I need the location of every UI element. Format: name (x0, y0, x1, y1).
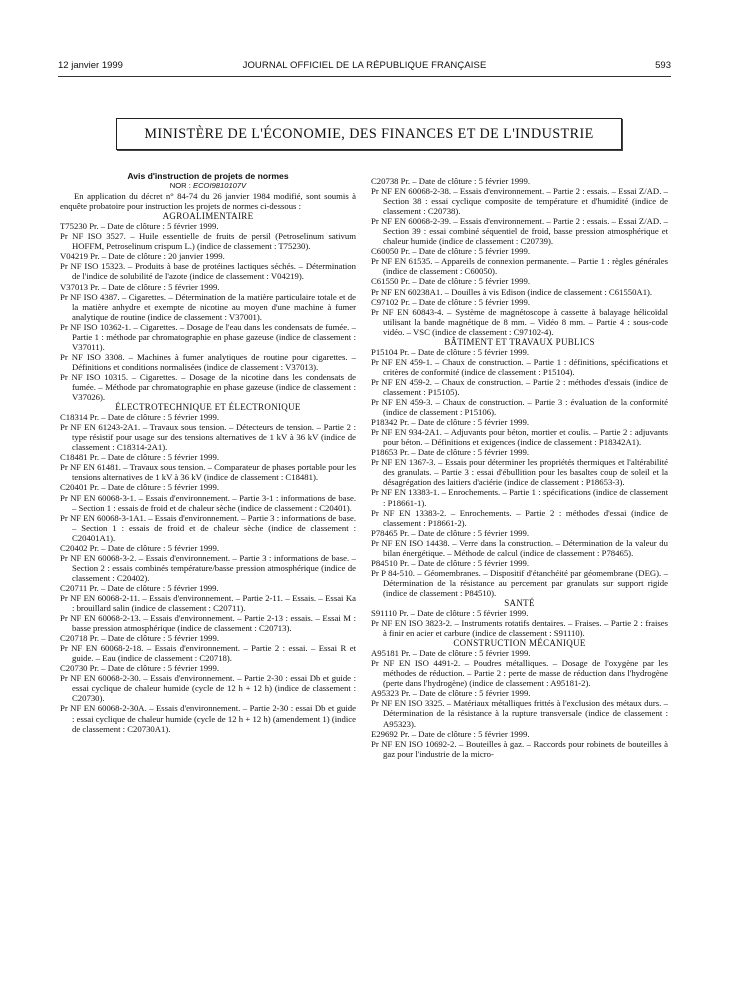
closing-date-line: P84510 Pr. – Date de clôture : 5 février 1999. (371, 557, 530, 568)
standard-entry: Pr NF EN ISO 10692-2. – Bouteilles à gaz. – Raccords pour robinets de bouteilles à gaz pour l'industrie de la micro- (371, 738, 668, 759)
closing-date-line: S91110 Pr. – Date de clôture : 5 février 1999. (371, 608, 529, 619)
closing-date-line: C18314 Pr. – Date de clôture : 5 février 1999. (60, 412, 219, 423)
standard-entry: Pr P 84-510. – Géomembranes. – Dispositif d'étanchéité par géomembrane (DEG). – Détermination de la résistance au percement par granulats sur support rigide (indice de classement : P84510). (371, 567, 668, 598)
section-heading: SANTÉ (504, 597, 535, 608)
section-heading: CONSTRUCTION MÉCANIQUE (453, 638, 586, 649)
standard-entry: Pr NF EN 60238A1. – Douilles à vis Edison (indice de classement : C61550A1). (371, 286, 653, 297)
closing-date-line: C20711 Pr. – Date de clôture : 5 février 1999. (60, 582, 219, 593)
column-right (371, 176, 668, 759)
standard-entry: Pr NF EN 60068-2-11. – Essais d'environnement. – Partie 2-11. – Essais. – Essai Ka : brouillard salin (indice de classement : C20711). (60, 592, 356, 614)
standard-entry: Pr NF EN 459-3. – Chaux de construction. – Partie 3 : évaluation de la conformité (indice de classement : P15106). (371, 397, 668, 418)
standard-entry: Pr NF EN 61481. – Travaux sous tension. – Comparateur de phases portable pour les tensions alternatives de 1 kV à 36 kV (indice de classement : C18481). (60, 462, 356, 483)
closing-date-line: C20718 Pr. – Date de clôture : 5 février 1999. (60, 633, 219, 644)
closing-date-line: C20730 Pr. – Date de clôture : 5 février 1999. (60, 663, 219, 674)
standard-entry: Pr NF EN 60068-2-13. – Essais d'environnement. – Partie 2-13 : essais. – Essai M : basse pression atmosphérique (indice de classement : C20713). (60, 613, 356, 634)
standard-entry: Pr NF EN 60068-2-18. – Essais d'environnement. – Partie 2 : essai. – Essai R et guide. – Eau (indice de classement : C20718). (60, 643, 356, 664)
standard-entry: Pr NF EN 61243-2A1. – Travaux sous tension. – Détecteurs de tension. – Partie 2 : type résistif pour usage sur des tensions alternatives de 1 kV à 36 kV (indice de classement : C18314-2A1). (60, 422, 356, 453)
section-heading: ÉLECTROTECHNIQUE ET ÉLECTRONIQUE (115, 402, 301, 413)
standard-entry: Pr NF ISO 15323. – Produits à base de protéines lactiques séchés. – Détermination de l'indice de solubilité de l'azote (indice de classement : V04219). (60, 261, 356, 282)
section-heading: AGROALIMENTAIRE (162, 211, 254, 222)
closing-date-line: C20402 Pr. – Date de clôture : 5 février 1999. (60, 542, 219, 553)
standard-entry: Pr NF EN 60068-2-30A. – Essais d'environnement. – Partie 2-30 : essai Db et guide : essai cyclique de chaleur humide (cycle de 12 h + 12 h) (amendement 1) (indice de classement : C20730A1). (60, 703, 356, 734)
closing-date-line: A95181 Pr. – Date de clôture : 5 février 1999. (371, 648, 531, 659)
header-date: 12 janvier 1999 (58, 60, 123, 71)
standard-entry: Pr NF EN ISO 3325. – Matériaux métalliques frittés à l'exclusion des métaux durs. – Détermination de la résistance à la rupture transversale (indice de classement : A95323). (371, 698, 668, 729)
section-heading: BÂTIMENT ET TRAVAUX PUBLICS (444, 336, 595, 347)
standard-entry: Pr NF EN 60068-2-38. – Essais d'environnement. – Partie 2 : essais. – Essai Z/AD. – Section 38 : essai cyclique composite de température et d'humidité (indice de classement : C20738). (371, 186, 668, 217)
header-rule (58, 76, 671, 77)
standard-entry: Pr NF EN ISO 4491-2. – Poudres métalliques. – Dosage de l'oxygène par les méthodes de réduction. – Partie 2 : perte de masse de réduction dans l'hydrogène (perte dans l'hydrogène) (indice de classement : A95181-2). (371, 658, 668, 689)
ministry-banner: MINISTÈRE DE L'ÉCONOMIE, DES FINANCES ET DE L'INDUSTRIE (116, 118, 622, 150)
standard-entry: Pr NF EN 934-2A1. – Adjuvants pour béton, mortier et coulis. – Partie 2 : adjuvants pour béton. – Définitions et exigences (indice de classement : P18342A1). (371, 427, 668, 448)
closing-date-line: C97102 Pr. – Date de clôture : 5 février 1999. (371, 296, 530, 307)
standard-entry: Pr NF ISO 10362-1. – Cigarettes. – Dosage de l'eau dans les condensats de fumée. – Partie 1 : méthode par chromatographie en phase gazeuse (indice de classement : V37011). (60, 321, 356, 352)
nor-code: ECOI9810107V (193, 181, 247, 191)
closing-date-line: P18653 Pr. – Date de clôture : 5 février 1999. (371, 447, 530, 458)
header-journal-title: JOURNAL OFFICIEL DE LA RÉPUBLIQUE FRANÇAISE (242, 60, 487, 71)
standard-entry: Pr NF EN ISO 3823-2. – Instruments rotatifs dentaires. – Fraises. – Partie 2 : fraises à finir en acier et carbure (indice de classement : S91110). (371, 618, 668, 639)
standard-entry: Pr NF EN 60068-3-2. – Essais d'environnement. – Partie 3 : informations de base. – Section 2 : essais combinés température/basse pression atmosphérique (indice de classement : C20402). (60, 552, 356, 583)
standard-entry: Pr NF ISO 3527. – Huile essentielle de fruits de persil (Petroselinum sativum HOFFM, Petroselinum crispum L.) (indice de classement : T75230). (60, 231, 356, 252)
standard-entry: Pr NF EN 60068-3-1A1. – Essais d'environnement. – Partie 3 : informations de base. – Section 1 : essais de froid et de chaleur sèche (indice de classement : C20401A1). (60, 512, 356, 543)
entry-list-right (371, 176, 668, 759)
standard-entry: Pr NF EN 459-2. – Chaux de construction. – Partie 2 : méthodes d'essais (indice de classement : P15105). (371, 376, 668, 397)
standard-entry: Pr NF EN 13383-2. – Enrochements. – Partie 2 : méthodes d'essai (indice de classement : P18661-2). (371, 507, 668, 528)
standard-entry: Pr NF EN 60843-4. – Système de magnétoscope à cassette à balayage hélicoïdal utilisant la bande magnétique de 8 mm. – Vidéo 8 mm. – Partie 4 : sous-code vidéo. – VSC (indice de classement : C97102-4). (371, 306, 668, 337)
closing-date-line: C60050 Pr. – Date de clôture : 5 février 1999. (371, 246, 530, 257)
standard-entry: Pr NF EN 60068-2-30. – Essais d'environnement. – Partie 2-30 : essai Db et guide : essai cyclique de chaleur humide (cycle de 12 h + 12 h) (indice de classement : C20730). (60, 673, 356, 704)
closing-date-line: V04219 Pr. – Date de clôture : 20 janvier 1999. (60, 251, 225, 262)
nor-reference (60, 181, 356, 191)
standard-entry: Pr NF EN ISO 14438. – Verre dans la construction. – Détermination de la valeur du bilan énergétique. – Méthode de calcul (indice de classement : P78465). (371, 537, 668, 558)
standard-entry: Pr NF EN 13383-1. – Enrochements. – Partie 1 : spécifications (indice de classement : P18661-1). (371, 487, 668, 508)
standard-entry: Pr NF EN 61535. – Appareils de connexion permanente. – Partie 1 : règles générales (indice de classement : C60050). (371, 256, 668, 277)
closing-date-line: E29692 Pr. – Date de clôture : 5 février 1999. (371, 728, 530, 739)
standard-entry: Pr NF ISO 3308. – Machines à fumer analytiques de routine pour cigarettes. – Définitions et conditions normalisées (indice de classement : V37013). (60, 351, 356, 372)
nor-label: NOR : (169, 181, 193, 191)
closing-date-line: C18481 Pr. – Date de clôture : 5 février 1999. (60, 452, 219, 463)
standard-entry: Pr NF ISO 4387. – Cigarettes. – Détermination de la matière particulaire totale et de la matière anhydre et exempte de nicotine au moyen d'une machine à fumer analytique de routine (indice de classement : V37001). (60, 291, 356, 322)
page-header (58, 60, 671, 74)
closing-date-line: P18342 Pr. – Date de clôture : 5 février 1999. (371, 417, 530, 428)
header-page-number: 593 (655, 60, 671, 71)
closing-date-line: P78465 Pr. – Date de clôture : 5 février 1999. (371, 527, 530, 538)
closing-date-line: P15104 Pr. – Date de clôture : 5 février 1999. (371, 346, 530, 357)
closing-date-line: C20738 Pr. – Date de clôture : 5 février 1999. (371, 176, 530, 186)
entry-list-left (60, 211, 356, 733)
standard-entry: Pr NF ISO 10315. – Cigarettes. – Dosage de la nicotine dans les condensats de fumée. – Méthode par chromatographie en phase gazeuse (indice de classement : V37026). (60, 371, 356, 403)
avis-intro: En application du décret n° 84-74 du 26 janvier 1984 modifié, sont soumis à enquête probatoire pour instruction les projets de normes ci-dessous : (60, 191, 356, 212)
closing-date-line: C61550 Pr. – Date de clôture : 5 février 1999. (371, 276, 530, 287)
closing-date-line: T75230 Pr. – Date de clôture : 5 février 1999. (60, 221, 219, 232)
closing-date-line: V37013 Pr. – Date de clôture : 5 février 1999. (60, 281, 220, 292)
column-left (60, 171, 356, 734)
standard-entry: Pr NF EN 1367-3. – Essais pour déterminer les propriétés thermiques et l'altérabilité des granulats. – Partie 3 : essai d'ébullition pour les basaltes coup de soleil et la désagrégation des laitiers d'aciérie (indice de classement : P18653-3). (371, 457, 668, 488)
standard-entry: Pr NF EN 60068-3-1. – Essais d'environnement. – Partie 3-1 : informations de base. – Section 1 : essais de froid et de chaleur sèche (indice de classement : C20401). (60, 492, 356, 513)
closing-date-line: C20401 Pr. – Date de clôture : 5 février 1999. (60, 482, 219, 493)
standard-entry: Pr NF EN 60068-2-39. – Essais d'environnement. – Partie 2 : essais. – Essai Z/AD. – Section 39 : essai combiné séquentiel de froid, basse pression atmosphérique et chaleur humide (indice de classement : C20739). (371, 216, 668, 247)
avis-title: Avis d'instruction de projets de normes (127, 171, 289, 181)
closing-date-line: A95323 Pr. – Date de clôture : 5 février 1999. (371, 688, 531, 699)
standard-entry: Pr NF EN 459-1. – Chaux de construction. – Partie 1 : définitions, spécifications et critères de conformité (indice de classement : P15104). (371, 356, 668, 377)
